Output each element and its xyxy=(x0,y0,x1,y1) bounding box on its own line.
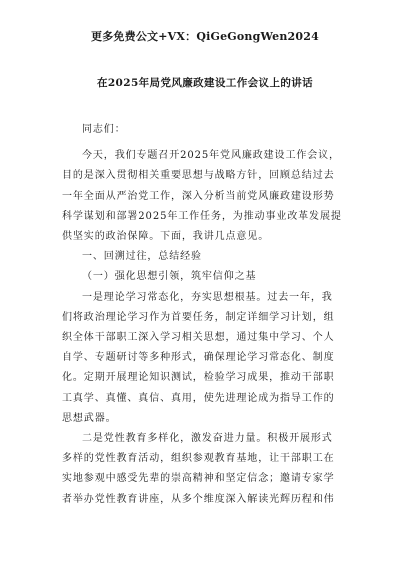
body-line: 们将政治理论学习作为首要任务，制定详细学习计划，组 xyxy=(62,311,335,323)
body-line: 一年全面从严治党工作，深入分析当前党风廉政建设形势 xyxy=(62,190,335,202)
body-line: 者举办党性教育讲座，从多个维度深入解读光辉历程和伟 xyxy=(62,493,335,505)
document-body xyxy=(62,120,354,510)
body-line: 工真学、真懂、真信、真用，使先进理论成为指导工作的 xyxy=(62,392,335,404)
promo-header: 更多免费公文+VX：QiGeGongWen2024 xyxy=(91,30,319,43)
subsection-heading: （一）强化思想引领，筑牢信仰之基 xyxy=(82,271,257,283)
body-line: 思想武器。 xyxy=(62,412,117,424)
document-title: 在2025年局党风廉政建设工作会议上的讲话 xyxy=(96,77,314,89)
salutation: 同志们： xyxy=(82,124,126,135)
body-line: 一是理论学习常态化，夯实思想根基。过去一年，我 xyxy=(82,291,333,303)
body-line: 自学、专题研讨等多种形式，确保理论学习常态化、制度 xyxy=(62,352,335,364)
body-line: 科学谋划和部署2025年工作任务，为推动事业改革发展提 xyxy=(62,210,342,222)
body-line: 多样的党性教育活动，组织参观教育基地，让干部职工在 xyxy=(62,453,335,465)
body-line: 二是党性教育多样化，激发奋进力量。积极开展形式 xyxy=(82,433,333,445)
body-line: 织全体干部职工深入学习相关思想，通过集中学习、个人 xyxy=(62,332,335,344)
body-line: 供坚实的政治保障。下面，我讲几点意见。 xyxy=(62,231,270,243)
body-line: 实地参观中感受先辈的崇高精神和坚定信念；邀请专家学 xyxy=(62,473,335,485)
body-line: 化。定期开展理论知识测试，检验学习成果，推动干部职 xyxy=(62,372,335,384)
body-line: 今天，我们专题召开2025年党风廉政建设工作会议， xyxy=(82,150,340,162)
body-line: 目的是深入贯彻相关重要思想与战略方针，回顾总结过去 xyxy=(62,170,335,182)
section-heading: 一、回溯过往，总结经验 xyxy=(82,251,202,263)
